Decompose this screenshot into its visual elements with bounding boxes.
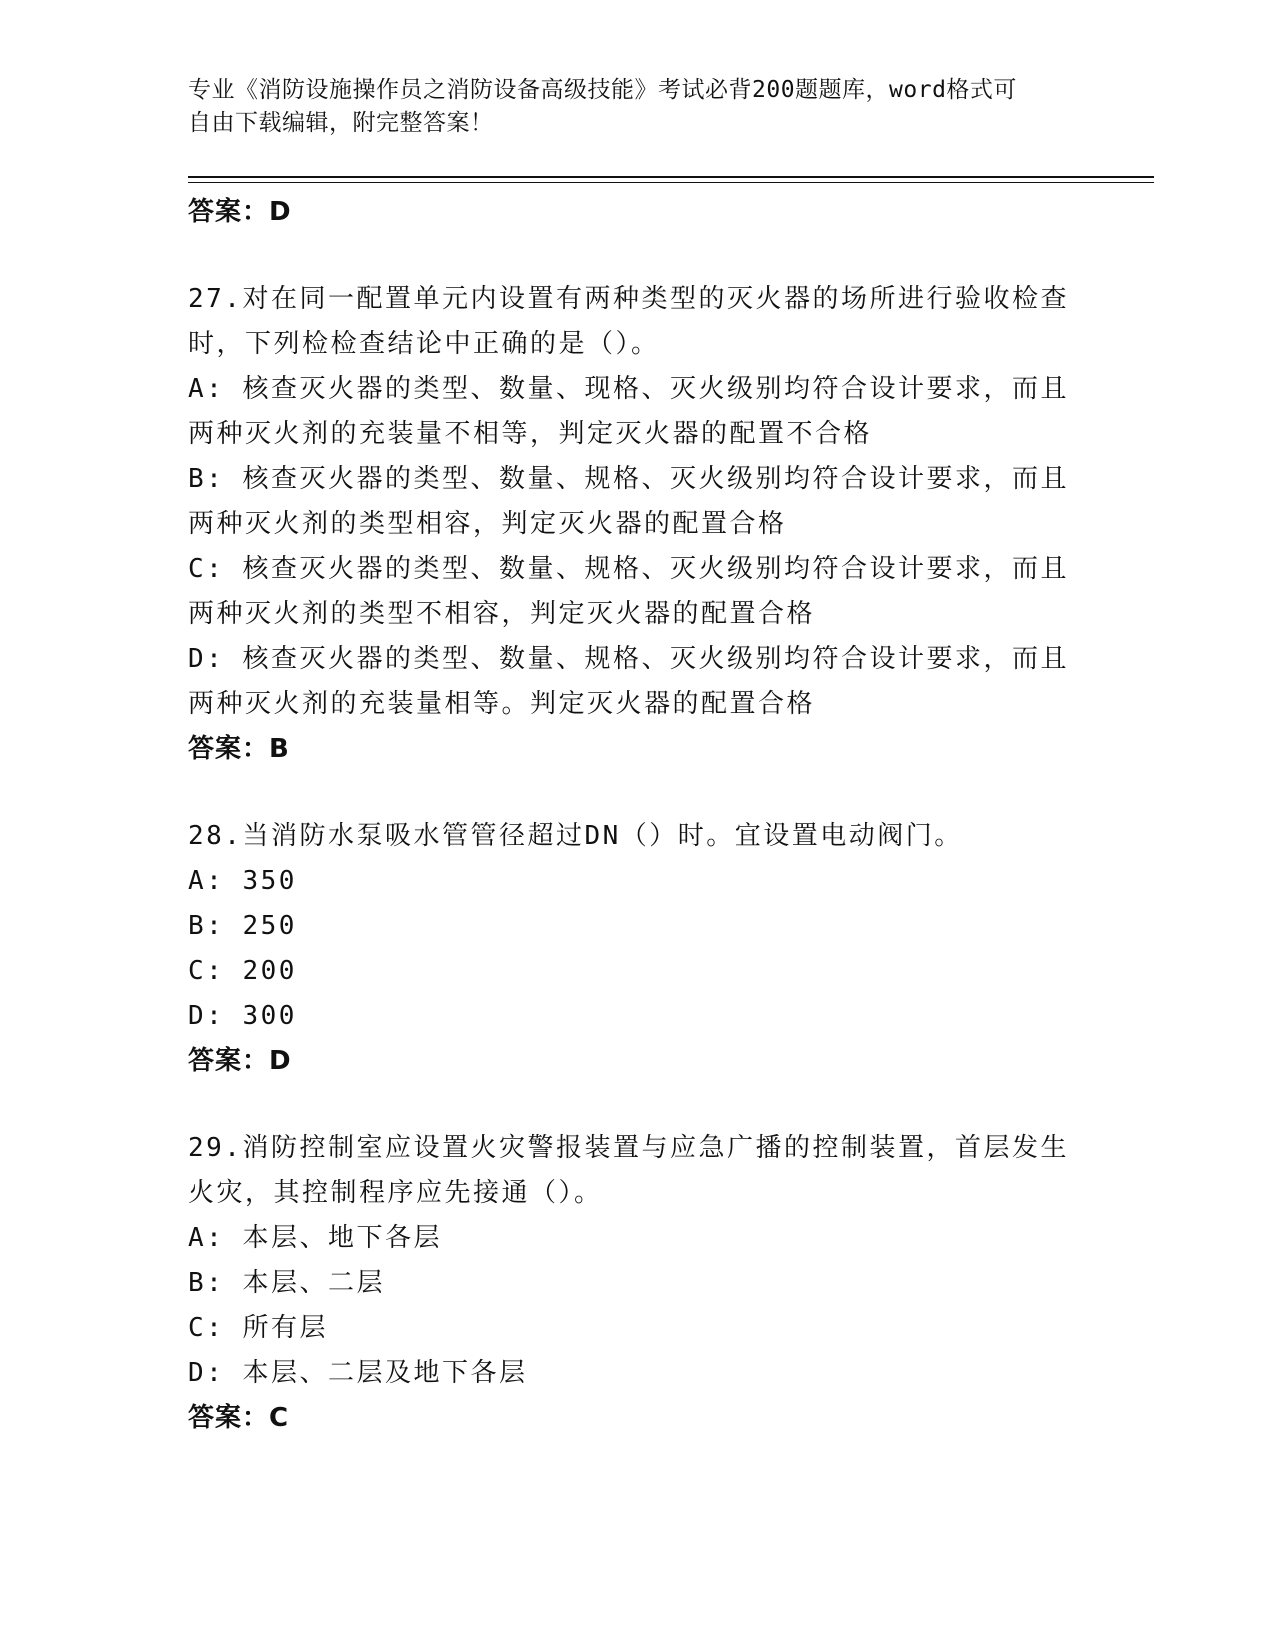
option-a-cont: 两种灭火剂的充装量不相等，判定灭火器的配置不合格 xyxy=(188,419,873,449)
question-stem: 27.对在同一配置单元内设置有两种类型的灭火器的场所进行验收检查 xyxy=(188,284,1069,314)
question-29 xyxy=(188,1126,1088,1441)
option-d: D: 本层、二层及地下各层 xyxy=(188,1358,528,1388)
option-b-cont: 两种灭火剂的类型相容，判定灭火器的配置合格 xyxy=(188,509,787,539)
option-a: A: 350 xyxy=(188,866,297,896)
question-stem: 时，下列检检查结论中正确的是（）。 xyxy=(188,329,660,359)
answer: 答案：C xyxy=(188,1403,290,1433)
header-line-2: 自由下载编辑，附完整答案！ xyxy=(188,110,494,136)
question-27 xyxy=(188,277,1088,772)
answer: 答案：D xyxy=(188,1046,292,1076)
option-d-cont: 两种灭火剂的充装量相等。判定灭火器的配置合格 xyxy=(188,689,816,719)
question-stem: 29.消防控制室应设置火灾警报装置与应急广播的控制装置，首层发生 xyxy=(188,1133,1069,1163)
option-b: B: 250 xyxy=(188,911,297,941)
option-a: A: 本层、地下各层 xyxy=(188,1223,442,1253)
spacer xyxy=(188,235,1088,277)
option-c: C: 200 xyxy=(188,956,297,986)
option-c: C: 核查灭火器的类型、数量、规格、灭火级别均符合设计要求，而且 xyxy=(188,554,1069,584)
answer: 答案：B xyxy=(188,734,290,764)
spacer xyxy=(188,772,1088,814)
question-stem: 28.当消防水泵吸水管管径超过DN（）时。宜设置电动阀门。 xyxy=(188,821,963,851)
option-b: B: 核查灭火器的类型、数量、规格、灭火级别均符合设计要求，而且 xyxy=(188,464,1069,494)
spacer xyxy=(188,1084,1088,1126)
header-rule-thick xyxy=(188,176,1154,178)
option-c: C: 所有层 xyxy=(188,1313,328,1343)
header-line-1: 专业《消防设施操作员之消防设备高级技能》考试必背200题题库，word格式可 xyxy=(188,77,1017,103)
page-header xyxy=(188,74,1068,140)
question-stem: 火灾，其控制程序应先接通（）。 xyxy=(188,1178,603,1208)
document-body xyxy=(188,190,1088,1441)
question-28 xyxy=(188,814,1088,1084)
header-rule-thin xyxy=(188,182,1154,183)
option-c-cont: 两种灭火剂的类型不相容，判定灭火器的配置合格 xyxy=(188,599,816,629)
option-b: B: 本层、二层 xyxy=(188,1268,385,1298)
option-a: A: 核查灭火器的类型、数量、现格、灭火级别均符合设计要求，而且 xyxy=(188,374,1069,404)
option-d: D: 300 xyxy=(188,1001,297,1031)
option-d: D: 核查灭火器的类型、数量、规格、灭火级别均符合设计要求，而且 xyxy=(188,644,1069,674)
previous-answer: 答案：D xyxy=(188,197,292,227)
